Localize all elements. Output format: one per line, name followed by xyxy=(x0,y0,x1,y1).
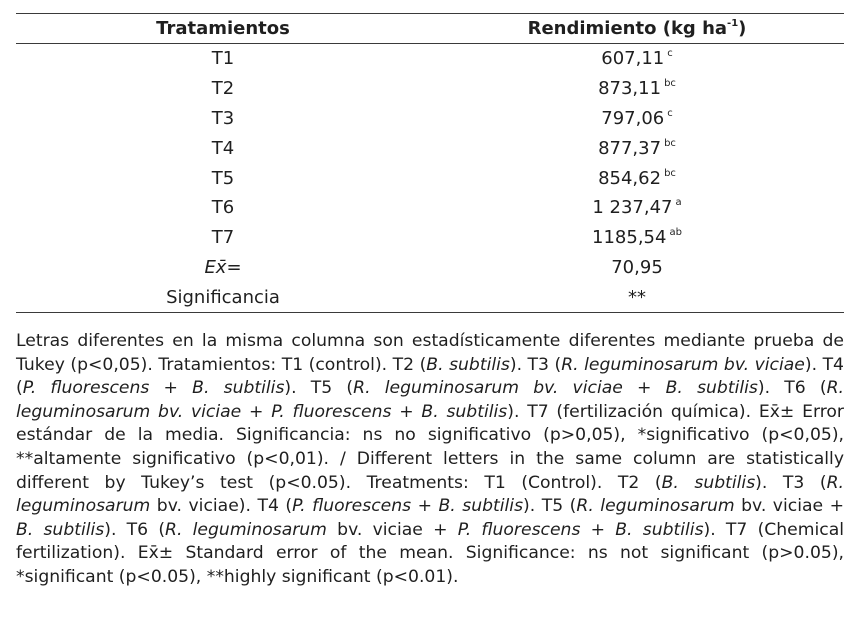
note-italic: R. leguminosarum bv. viciae + P. fluorescens + B. subtilis xyxy=(16,378,844,422)
note-text: ). T3 ( xyxy=(755,472,827,493)
treatment-cell: T6 xyxy=(211,197,235,219)
significance-value: ** xyxy=(430,282,844,312)
yield-cell xyxy=(430,74,844,104)
note-text: bv. viciae + xyxy=(326,519,458,540)
yield-value: 1185,54 xyxy=(592,227,667,249)
table-row xyxy=(16,253,844,283)
yield-value: 877,37 xyxy=(598,137,662,159)
treatment-cell: T7 xyxy=(211,227,235,249)
yield-cell xyxy=(430,163,844,193)
yield-cell xyxy=(430,193,844,223)
note-text: bv. viciae). T4 ( xyxy=(150,496,293,517)
yield-cell xyxy=(430,44,844,74)
table-row xyxy=(16,133,844,163)
note-italic: R. leguminosarum xyxy=(576,496,735,517)
yield-value: 607,11 xyxy=(601,48,665,70)
note-text: ). T6 ( xyxy=(104,519,166,540)
yield-value: 797,06 xyxy=(601,107,665,129)
note-text: ). T3 ( xyxy=(509,354,562,375)
note-text: Letras diferentes en la misma columna son estadísticamente diferentes mediante prueba de Tukey (p<0,05). Tratamientos: T1 (control). T2 ( xyxy=(16,331,844,375)
table-row xyxy=(16,163,844,193)
note-text: bv. viciae + xyxy=(734,496,844,517)
table-header-row xyxy=(16,14,844,44)
tukey-letter: a xyxy=(675,197,682,209)
note-italic: B. subtilis xyxy=(16,519,105,540)
significance-label: Significancia xyxy=(16,282,430,312)
tukey-letter: c xyxy=(667,107,673,119)
yield-cell xyxy=(430,133,844,163)
note-italic: R. leguminosarum bv. viciae + B. subtilis xyxy=(353,378,758,399)
note-italic: B. subtilis xyxy=(661,472,756,493)
header-yield-text: Rendimiento (kg ha xyxy=(527,18,728,39)
note-italic: R. leguminosarum xyxy=(165,519,327,540)
note-italic: P. fluorescens xyxy=(457,519,581,540)
tukey-letter: bc xyxy=(664,167,676,179)
yield-table-container xyxy=(16,13,844,313)
note-text: + xyxy=(580,519,616,540)
standard-error-label: Ex̄= xyxy=(204,256,242,278)
treatment-cell: T2 xyxy=(211,78,235,100)
table-row xyxy=(16,44,844,74)
note-italic: R. leguminosarum bv. viciae xyxy=(561,354,805,375)
note-italic: P. fluorescens + B. subtilis xyxy=(292,496,524,517)
note-italic: B. subtilis xyxy=(615,519,704,540)
note-text: ). T5 ( xyxy=(523,496,577,517)
yield-cell xyxy=(430,104,844,134)
note-text: ). T7 (Chemical fertilization). Ex̄± Standard error of the mean. Significance: ns not significant (p>0.05), *significant (p<0.05), **highly significant (p<0.01). xyxy=(16,519,845,587)
table-footnote xyxy=(16,330,844,590)
yield-value: 1 237,47 xyxy=(592,197,673,219)
tukey-letter: ab xyxy=(669,227,682,239)
header-yield-close: ) xyxy=(738,18,747,39)
note-text: ). T5 ( xyxy=(284,378,354,399)
tukey-letter: c xyxy=(667,48,673,60)
treatment-cell: T5 xyxy=(211,167,235,189)
yield-table xyxy=(16,13,844,313)
treatment-cell: T4 xyxy=(211,137,235,159)
tukey-letter: bc xyxy=(664,78,676,90)
tukey-letter: bc xyxy=(664,137,676,149)
standard-error-value: 70,95 xyxy=(611,256,663,278)
note-text: ). T6 ( xyxy=(757,378,827,399)
treatment-cell: T1 xyxy=(211,48,235,70)
yield-value: 873,11 xyxy=(598,78,662,100)
note-text: ). T4 ( xyxy=(16,354,844,399)
table-row xyxy=(16,282,844,312)
table-row xyxy=(16,104,844,134)
header-yield xyxy=(430,14,844,44)
note-italic: P. fluorescens + B. subtilis xyxy=(22,378,285,399)
table-row xyxy=(16,74,844,104)
table-row xyxy=(16,223,844,253)
note-italic: B. subtilis xyxy=(426,354,510,375)
header-treatments: Tratamientos xyxy=(16,14,430,44)
yield-cell xyxy=(430,223,844,253)
note-italic: R. leguminosarum xyxy=(16,472,844,517)
note-text: ). T7 (fertilización química). Ex̄± Error estándar de la media. Significancia: ns no significativo (p>0,05), *significativo (p<0,05), **altamente significativo (p<0,01). / Different letters in the same column are statistically different by Tukey’s test (p<0.05). Treatments: T1 (Control). T2 ( xyxy=(16,401,844,493)
table-row xyxy=(16,193,844,223)
header-yield-sup: -1 xyxy=(727,18,739,29)
treatment-cell: T3 xyxy=(211,107,235,129)
yield-value: 854,62 xyxy=(598,167,662,189)
